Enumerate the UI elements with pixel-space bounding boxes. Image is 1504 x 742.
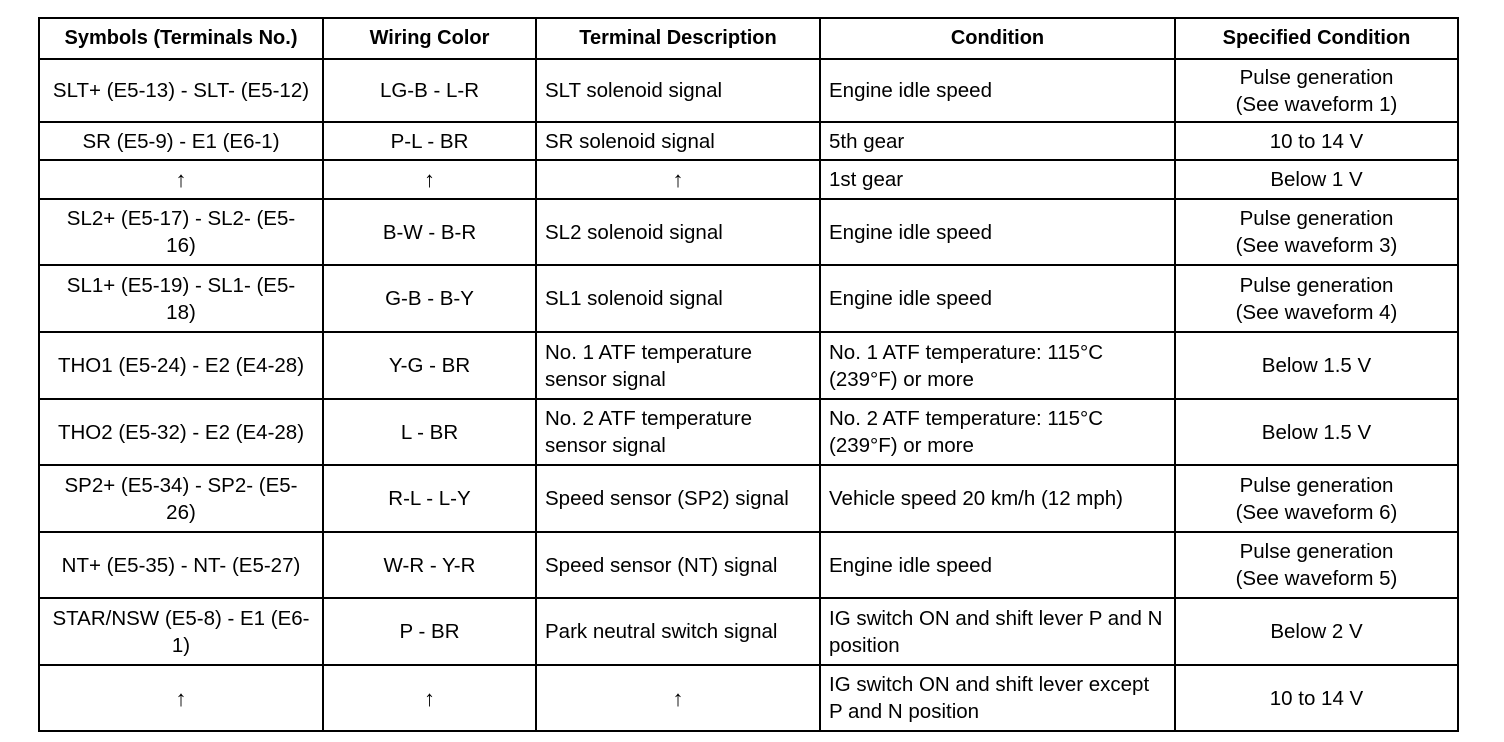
condition-cell: 5th gear (820, 122, 1175, 160)
condition-cell: Vehicle speed 20 km/h (12 mph) (820, 465, 1175, 532)
symbol-cell: SL2+ (E5-17) - SL2- (E5-16) (39, 199, 323, 265)
spec-cell (1175, 122, 1458, 160)
symbol-cell: SLT+ (E5-13) - SLT- (E5-12) (39, 59, 323, 122)
symbol-cell: SR (E5-9) - E1 (E6-1) (39, 122, 323, 160)
symbol-cell: THO2 (E5-32) - E2 (E4-28) (39, 399, 323, 465)
spec-line2: (See waveform 1) (1235, 92, 1398, 116)
ditto-arrow-icon: ↑ (39, 160, 323, 199)
spec-line2: (See waveform 4) (1235, 300, 1398, 324)
spec-line1: Below 1.5 V (1261, 420, 1372, 444)
description-cell: SLT solenoid signal (536, 59, 820, 122)
condition-cell: Engine idle speed (820, 265, 1175, 332)
table-row (39, 332, 1458, 399)
spec-cell (1175, 665, 1458, 731)
wiring-cell: B-W - B-R (323, 199, 536, 265)
spec-cell (1175, 332, 1458, 399)
header-symbols: Symbols (Terminals No.) (39, 18, 323, 59)
wiring-cell: R-L - L-Y (323, 465, 536, 532)
condition-cell: 1st gear (820, 160, 1175, 199)
spec-line1: Pulse generation (1239, 473, 1394, 497)
wiring-cell: G-B - B-Y (323, 265, 536, 332)
spec-line1: 10 to 14 V (1269, 686, 1364, 710)
ditto-arrow-icon: ↑ (536, 160, 820, 199)
wiring-cell: W-R - Y-R (323, 532, 536, 598)
ditto-arrow-icon: ↑ (323, 665, 536, 731)
header-wiring-color: Wiring Color (323, 18, 536, 59)
ditto-arrow-icon: ↑ (39, 665, 323, 731)
spec-line2: (See waveform 6) (1235, 500, 1398, 524)
header-condition: Condition (820, 18, 1175, 59)
spec-cell (1175, 265, 1458, 332)
table-row (39, 160, 1458, 199)
condition-cell: No. 2 ATF temperature: 115°C (239°F) or more (820, 399, 1175, 465)
spec-line1: 10 to 14 V (1269, 129, 1364, 153)
table-row (39, 665, 1458, 731)
description-cell: SL2 solenoid signal (536, 199, 820, 265)
spec-line1: Pulse generation (1239, 65, 1394, 89)
description-cell: Speed sensor (SP2) signal (536, 465, 820, 532)
condition-cell: Engine idle speed (820, 199, 1175, 265)
description-cell: No. 2 ATF temperature sensor signal (536, 399, 820, 465)
header-terminal-description: Terminal Description (536, 18, 820, 59)
condition-cell: Engine idle speed (820, 532, 1175, 598)
spec-cell (1175, 465, 1458, 532)
table-row (39, 465, 1458, 532)
spec-cell (1175, 399, 1458, 465)
ditto-arrow-icon: ↑ (323, 160, 536, 199)
spec-cell (1175, 59, 1458, 122)
header-row (39, 18, 1458, 59)
table-row (39, 598, 1458, 665)
spec-line1: Below 2 V (1270, 620, 1363, 643)
condition-cell: Engine idle speed (820, 59, 1175, 122)
spec-line1: Pulse generation (1239, 207, 1394, 230)
table-row (39, 199, 1458, 265)
condition-cell: IG switch ON and shift lever except P and N position (820, 665, 1175, 731)
spec-cell (1175, 532, 1458, 598)
symbol-cell: THO1 (E5-24) - E2 (E4-28) (39, 332, 323, 399)
spec-cell (1175, 160, 1458, 199)
wiring-cell: P-L - BR (323, 122, 536, 160)
table-row (39, 532, 1458, 598)
symbol-cell: STAR/NSW (E5-8) - E1 (E6-1) (39, 598, 323, 665)
wiring-cell: Y-G - BR (323, 332, 536, 399)
spec-line1: Pulse generation (1239, 540, 1394, 563)
description-cell: Speed sensor (NT) signal (536, 532, 820, 598)
spec-line1: Below 1.5 V (1261, 354, 1372, 377)
header-specified-condition: Specified Condition (1175, 18, 1458, 59)
spec-line2: (See waveform 3) (1235, 234, 1398, 257)
spec-cell (1175, 598, 1458, 665)
ditto-arrow-icon: ↑ (536, 665, 820, 731)
wiring-cell: L - BR (323, 399, 536, 465)
spec-cell (1175, 199, 1458, 265)
terminal-table (38, 17, 1459, 732)
condition-cell: IG switch ON and shift lever P and N position (820, 598, 1175, 665)
description-cell: SL1 solenoid signal (536, 265, 820, 332)
table-row (39, 122, 1458, 160)
symbol-cell: SP2+ (E5-34) - SP2- (E5-26) (39, 465, 323, 532)
table-row (39, 399, 1458, 465)
table-row (39, 265, 1458, 332)
description-cell: Park neutral switch signal (536, 598, 820, 665)
wiring-cell: LG-B - L-R (323, 59, 536, 122)
spec-line1: Below 1 V (1270, 168, 1363, 191)
table-row (39, 59, 1458, 122)
spec-line1: Pulse generation (1239, 273, 1394, 297)
symbol-cell: NT+ (E5-35) - NT- (E5-27) (39, 532, 323, 598)
symbol-cell: SL1+ (E5-19) - SL1- (E5-18) (39, 265, 323, 332)
wiring-cell: P - BR (323, 598, 536, 665)
description-cell: No. 1 ATF temperature sensor signal (536, 332, 820, 399)
condition-cell: No. 1 ATF temperature: 115°C (239°F) or more (820, 332, 1175, 399)
description-cell: SR solenoid signal (536, 122, 820, 160)
spec-line2: (See waveform 5) (1235, 567, 1398, 590)
